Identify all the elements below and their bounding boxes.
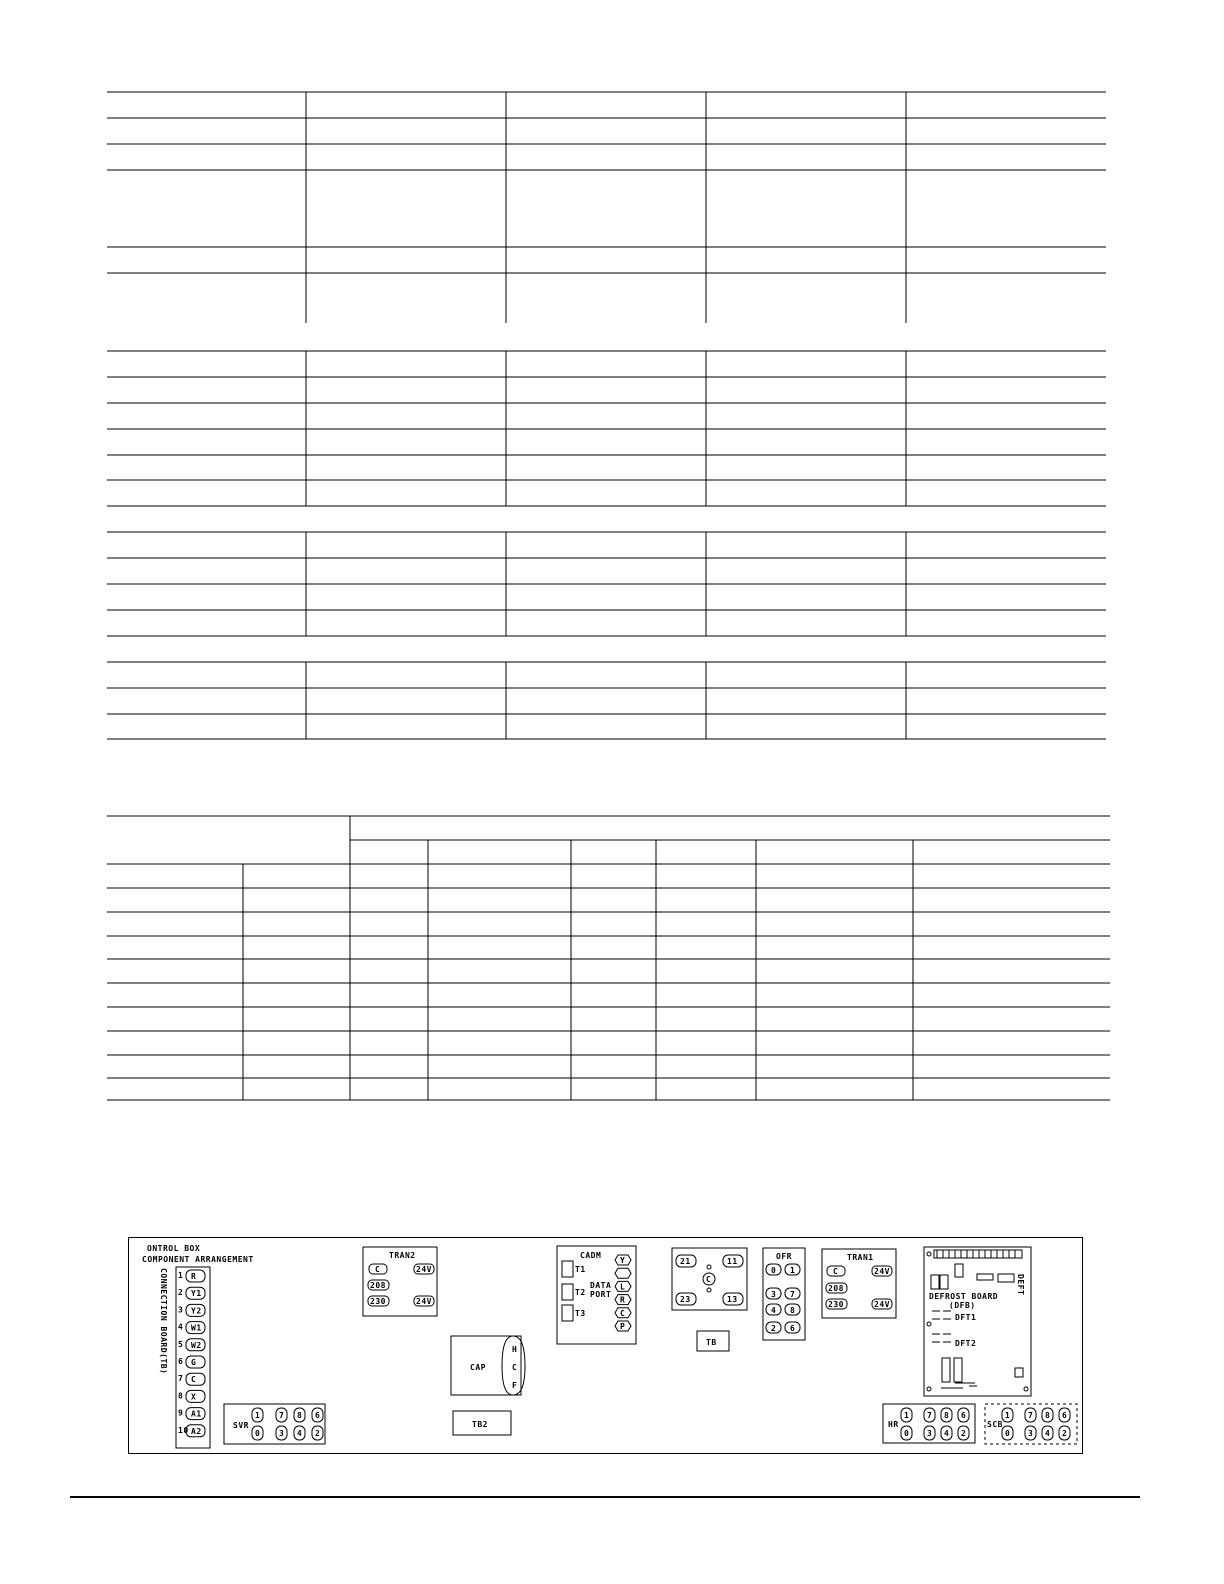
transformer-1 <box>822 1249 896 1318</box>
scb-pin-label: 8 <box>1045 1411 1051 1420</box>
cadm-port-label: PORT <box>590 1290 612 1299</box>
tb-terminal-label: A1 <box>191 1409 202 1419</box>
tb-terminal-number: 10 <box>178 1425 189 1435</box>
ofr-pin-label: 6 <box>790 1324 796 1333</box>
tb-terminal-number: 4 <box>178 1322 184 1332</box>
svr-pin-label: 8 <box>297 1411 303 1420</box>
tran2-208: 208 <box>370 1281 386 1290</box>
dfb-dft2: DFT2 <box>955 1339 977 1348</box>
svr-pin-label: 0 <box>255 1429 261 1438</box>
cap-h: H <box>512 1345 518 1354</box>
tb-terminal-label: G <box>191 1358 197 1367</box>
tb-terminal-label: W2 <box>191 1340 202 1350</box>
tran2-label: TRAN2 <box>389 1251 416 1260</box>
tran2-230: 230 <box>370 1297 386 1306</box>
ofr-pin-label: 3 <box>771 1290 777 1299</box>
tran1-24v-bottom: 24V <box>874 1300 890 1309</box>
diagram-title-line2: COMPONENT ARRANGEMENT <box>142 1255 254 1264</box>
scb-pin-label: 6 <box>1062 1411 1068 1420</box>
tran1-label: TRAN1 <box>847 1253 874 1262</box>
svr-pin-label: 4 <box>297 1429 303 1438</box>
tb-terminal-label: A2 <box>191 1426 202 1436</box>
svr-pins <box>252 1408 323 1440</box>
control-box-diagram <box>128 1237 1083 1454</box>
cadm-pin-label: C <box>620 1308 626 1318</box>
scb-pin-label: 1 <box>1005 1411 1011 1420</box>
dfb-label-1: DEFROST BOARD <box>929 1292 999 1301</box>
ofr-pin-label: 0 <box>771 1266 777 1275</box>
tb-terminal-number: 1 <box>178 1271 184 1280</box>
hr-relay <box>883 1404 975 1443</box>
ofr-relay <box>763 1248 805 1340</box>
cadm-pin <box>615 1268 631 1278</box>
scb-pin-label: 4 <box>1045 1429 1051 1438</box>
connection-board-label: CONNECTION BOARD(TB) <box>159 1268 168 1375</box>
svr-pin-label: 2 <box>315 1429 321 1438</box>
tb-terminal-label: Y1 <box>191 1289 202 1299</box>
dfb-dft1: DFT1 <box>955 1313 977 1322</box>
cap-f: F <box>512 1381 518 1390</box>
tran1-24v-top: 24V <box>874 1267 890 1276</box>
ofr-pin-label: 4 <box>771 1306 777 1315</box>
cadm-pin-label: Y <box>620 1256 626 1265</box>
ofr-pin-label: 8 <box>790 1306 796 1315</box>
cadm-data-label: DATA <box>590 1281 612 1290</box>
terminal-block-2 <box>453 1411 511 1435</box>
hr-pin-label: 6 <box>961 1411 967 1420</box>
tran2-24v-bottom: 24V <box>416 1297 432 1306</box>
tran1-c: C <box>833 1267 839 1276</box>
tran2-24v-top: 24V <box>416 1265 432 1274</box>
tb-terminal-label: C <box>191 1375 197 1385</box>
hr-pins <box>901 1408 969 1440</box>
tran1-208: 208 <box>828 1284 844 1293</box>
hr-pin-label: 4 <box>944 1429 950 1438</box>
cadm-t2: T2 <box>575 1288 586 1297</box>
cap-label: CAP <box>470 1363 486 1372</box>
dfb-label-2: (DFB) <box>949 1301 976 1310</box>
hr-pin-label: 7 <box>927 1411 933 1420</box>
contactor-center: C <box>706 1275 712 1284</box>
tb-terminal-number: 3 <box>178 1305 184 1315</box>
contactor-23: 23 <box>680 1295 691 1304</box>
ofr-pin-label: 7 <box>790 1290 796 1299</box>
contactor-11: 11 <box>727 1257 738 1266</box>
cadm-pins <box>615 1255 631 1331</box>
tb-terminal-list <box>178 1270 205 1437</box>
tb-terminal-label: Y2 <box>191 1306 202 1316</box>
ofr-pins <box>766 1264 800 1333</box>
footer-rule <box>70 1496 1140 1498</box>
hr-label: HR <box>888 1420 899 1429</box>
ofr-pin-label: 1 <box>790 1266 796 1275</box>
scb-pin-label: 7 <box>1028 1411 1034 1420</box>
diagram-title-line1: ONTROL BOX <box>147 1244 201 1253</box>
tran2-c: C <box>375 1265 381 1274</box>
svr-pin-label: 1 <box>255 1411 261 1420</box>
spec-table <box>107 92 1106 739</box>
connection-board <box>159 1267 210 1448</box>
terminal-block <box>697 1331 729 1351</box>
svr-label: SVR <box>233 1421 249 1430</box>
cadm-pin-label: R <box>620 1295 626 1305</box>
cadm-label: CADM <box>580 1251 602 1260</box>
tb2-label: TB2 <box>472 1420 488 1429</box>
tb-terminal-number: 9 <box>178 1408 184 1418</box>
scb-label: SCB <box>987 1420 1003 1429</box>
scb-pin-label: 2 <box>1062 1429 1068 1438</box>
svr-pin-label: 7 <box>279 1411 285 1420</box>
hr-pin-label: 0 <box>904 1429 910 1438</box>
transformer-2 <box>363 1247 437 1316</box>
capacitor <box>451 1336 525 1395</box>
tb-terminal-label: R <box>191 1272 197 1281</box>
hr-pin-label: 8 <box>944 1411 950 1420</box>
tb-terminal-number: 8 <box>178 1391 184 1401</box>
tb-terminal-label: W1 <box>191 1323 202 1333</box>
tb-terminal-number: 5 <box>178 1339 184 1349</box>
defrost-board <box>924 1247 1031 1396</box>
contactor <box>672 1248 747 1310</box>
cadm-module <box>557 1246 636 1344</box>
tran1-230: 230 <box>828 1300 844 1309</box>
hr-pin-label: 2 <box>961 1429 967 1438</box>
hr-pin-label: 1 <box>904 1411 910 1420</box>
control-box-drawing <box>129 1238 1084 1455</box>
cadm-t1: T1 <box>575 1265 586 1274</box>
dfb-side-label: DEFT <box>1016 1274 1025 1296</box>
ofr-pin-label: 2 <box>771 1324 777 1333</box>
svr-relay <box>224 1404 325 1444</box>
contactor-13: 13 <box>727 1295 738 1304</box>
tb-terminal-label: X <box>191 1392 197 1402</box>
tb-terminal-number: 6 <box>178 1357 184 1366</box>
hr-pin-label: 3 <box>927 1429 933 1438</box>
tb-terminal-number: 2 <box>178 1288 184 1298</box>
tb-label: TB <box>706 1338 717 1347</box>
scb-pin-label: 0 <box>1005 1429 1011 1438</box>
scb-relay <box>985 1404 1077 1444</box>
electrical-table <box>107 816 1110 1100</box>
cadm-pin-label: L <box>620 1282 626 1292</box>
contactor-21: 21 <box>680 1257 691 1266</box>
scb-pins <box>1002 1408 1070 1440</box>
tb-terminal-number: 7 <box>178 1374 184 1384</box>
cap-c: C <box>512 1363 518 1372</box>
ofr-label: OFR <box>776 1252 792 1261</box>
svr-pin-label: 6 <box>315 1411 321 1420</box>
scb-pin-label: 3 <box>1028 1429 1034 1438</box>
cadm-t3: T3 <box>575 1309 586 1318</box>
svr-pin-label: 3 <box>279 1429 285 1438</box>
cadm-pin-label: P <box>620 1322 626 1331</box>
